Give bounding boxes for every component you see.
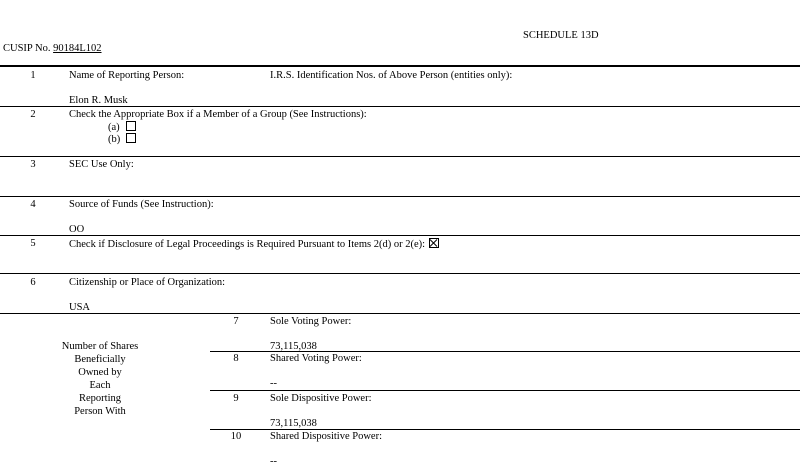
cusip-label: CUSIP No. [3,43,51,54]
sub-row-divider [210,351,800,352]
row-3-label: SEC Use Only: [69,159,134,170]
shares-label-line: Owned by [78,367,122,378]
row-divider [0,106,800,107]
row-divider [0,196,800,197]
row-4-number: 4 [30,199,36,210]
group-option-a-label: (a) [108,122,120,133]
row-1-irs-label: I.R.S. Identification Nos. of Above Person (entities only): [270,70,513,81]
item-9-label: Sole Dispositive Power: [270,393,372,404]
row-2-number: 2 [30,109,36,120]
schedule-title: SCHEDULE 13D [523,30,599,41]
row-5-number: 5 [30,238,36,249]
row-5-label-line [69,238,439,251]
group-a-checkbox[interactable] [126,121,136,131]
item-7-number: 7 [233,316,239,327]
row-2-label: Check the Appropriate Box if a Member of a Group (See Instructions): [69,109,367,120]
row-4-label: Source of Funds (See Instruction): [69,199,214,210]
item-10-number: 10 [230,431,242,442]
row-divider [0,273,800,274]
row-divider [0,235,800,236]
row-6-number: 6 [30,277,36,288]
sub-row-divider [210,390,800,391]
number-of-shares-label [40,340,160,418]
shares-label-line: Reporting [79,393,121,404]
item-8-value: -- [270,378,277,389]
row-divider [0,313,800,314]
group-option-b-label: (b) [108,134,121,145]
legal-proceedings-checkbox[interactable] [429,238,439,248]
item-10-value: -- [270,456,277,467]
item-8-label: Shared Voting Power: [270,353,362,364]
group-b-checkbox[interactable] [126,133,136,143]
row-1-number: 1 [30,70,36,81]
row-divider [0,156,800,157]
item-10-label: Shared Dispositive Power: [270,431,382,442]
shares-label-line: Beneficially [74,354,126,365]
item-9-number: 9 [233,393,239,404]
row-1-value: Elon R. Musk [69,95,128,106]
item-9-value: 73,115,038 [270,418,317,429]
row-6-label: Citizenship or Place of Organization: [69,277,226,288]
row-5-label: Check if Disclosure of Legal Proceedings is Required Pursuant to Items 2(d) or 2(e): [69,239,426,250]
row-6-value: USA [69,302,91,313]
row-4-value: OO [69,224,85,235]
table-top-border [0,65,800,67]
shares-label-line: Each [89,380,111,391]
shares-label-line: Number of Shares [61,341,139,352]
row-1-label: Name of Reporting Person: [69,70,185,81]
cusip-line [3,43,102,55]
cusip-number: 90184L102 [53,43,102,54]
item-8-number: 8 [233,353,239,364]
item-7-value: 73,115,038 [270,341,317,352]
item-7-label: Sole Voting Power: [270,316,352,327]
sub-row-divider [210,429,800,430]
shares-label-line: Person With [74,406,126,417]
group-option-b [108,133,136,146]
row-3-number: 3 [30,159,36,170]
